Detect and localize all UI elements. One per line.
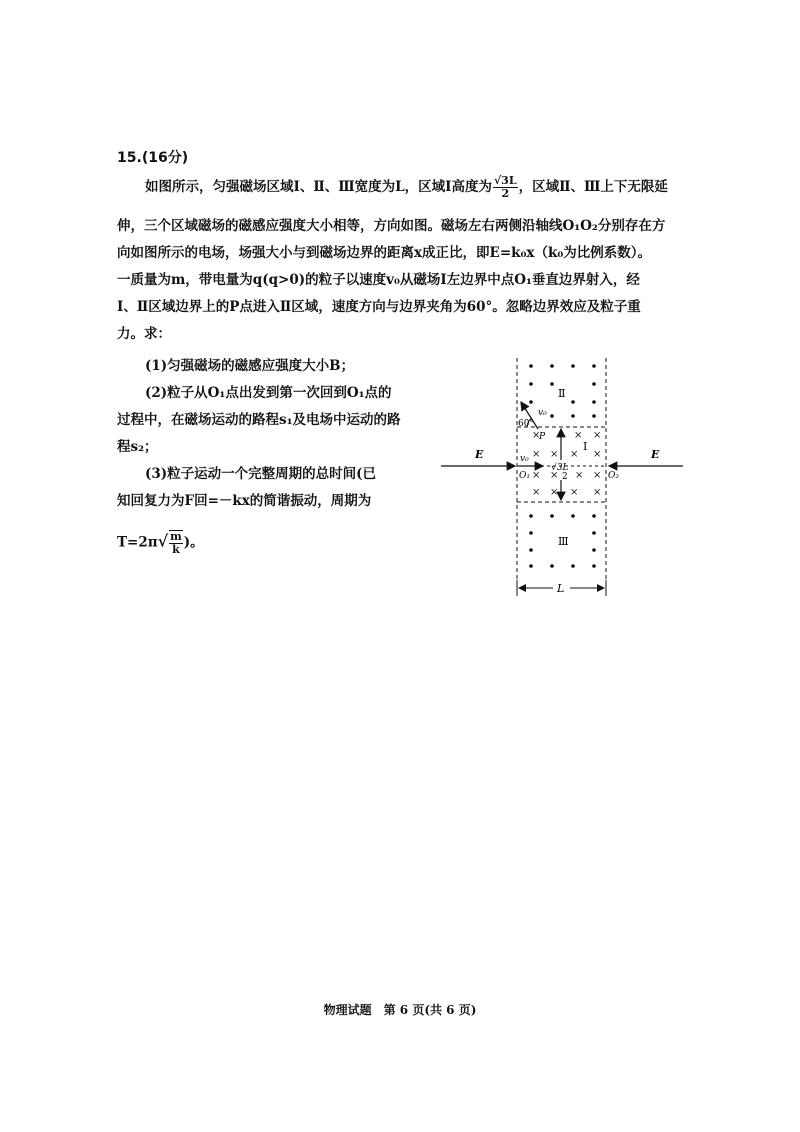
sub-question-3-line-1: (3)粒子运动一个完整周期的总时间(已	[145, 466, 377, 482]
label-E-left: E	[475, 448, 484, 461]
label-v0-mid: v₀	[520, 454, 529, 464]
question-line-6: 力。求：	[117, 326, 171, 342]
sub-question-3-line-2: 知回复力为F回=－kx的简谐振动，周期为	[117, 493, 372, 509]
svg-text:×: ×	[532, 449, 541, 460]
svg-text:×: ×	[593, 449, 602, 460]
label-O1: O₁	[519, 471, 530, 481]
sub-question-2-line-3: 程s₂；	[117, 439, 158, 455]
label-P: P	[539, 432, 546, 442]
svg-text:×: ×	[593, 430, 602, 441]
label-2: 2	[562, 472, 568, 482]
question-number: 15.(16分)	[117, 150, 189, 166]
label-v0-top: v₀	[538, 408, 547, 418]
svg-text:×: ×	[550, 470, 559, 481]
sub-question-2-line-2: 过程中，在磁场运动的路程s₁及电场中运动的路	[117, 412, 401, 428]
svg-text:×: ×	[550, 487, 559, 498]
sub-question-1: (1)匀强磁场的磁感应强度大小B；	[145, 358, 355, 374]
label-region-III: Ⅲ	[558, 535, 569, 548]
magnetic-field-diagram	[435, 352, 690, 602]
label-region-II: Ⅱ	[558, 387, 566, 400]
svg-text:×: ×	[570, 449, 579, 460]
sub-question-2-line-1: (2)粒子从O₁点出发到第一次回到O₁点的	[145, 385, 392, 401]
question-line-1: 如图所示，匀强磁场区域Ⅰ、Ⅱ、Ⅲ宽度为L，区域Ⅰ高度为 $\frac{√3L}{2}$ ，区域Ⅱ、Ⅲ上下无限延	[145, 174, 668, 200]
question-line-2: 伸，三个区域磁场的磁感应强度大小相等，方向如图。磁场左右两侧沿轴线O₁O₂分别存在方	[117, 218, 666, 234]
svg-text:×: ×	[593, 470, 602, 481]
svg-text:×: ×	[532, 487, 541, 498]
svg-text:×: ×	[532, 470, 541, 481]
svg-text:×: ×	[574, 430, 583, 441]
sub-question-3-line-3: T=2π√ $\frac{m}{k}$ )。	[117, 530, 204, 556]
question-line-5: Ⅰ、Ⅱ区域边界上的P点进入Ⅱ区域，速度方向与边界夹角为60°。忽略边界效应及粒子重	[117, 299, 641, 315]
svg-text:×: ×	[570, 487, 579, 498]
label-E-right: E	[651, 448, 660, 461]
label-angle: 60°	[518, 419, 534, 429]
label-region-I: Ⅰ	[583, 440, 588, 453]
height-fraction: $\frac{√3L}{2}$	[493, 174, 517, 200]
label-sqrt3L: √3L	[551, 463, 569, 473]
svg-text:×: ×	[550, 449, 559, 460]
page-footer: 物理试题 第 6 页(共 6 页)	[323, 1003, 477, 1017]
label-L: L	[557, 582, 565, 595]
svg-text:×: ×	[532, 430, 541, 441]
question-line-3: 向如图所示的电场，场强大小与到磁场边界的距离x成正比，即E=k₀x（k₀为比例系数）。	[117, 245, 651, 261]
label-O2: O₂	[608, 471, 619, 481]
question-line-4: 一质量为m，带电量为q(q>0)的粒子以速度v₀从磁场Ⅰ左边界中点O₁垂直边界射入，经	[117, 272, 640, 288]
svg-text:×: ×	[575, 470, 584, 481]
svg-text:×: ×	[593, 487, 602, 498]
